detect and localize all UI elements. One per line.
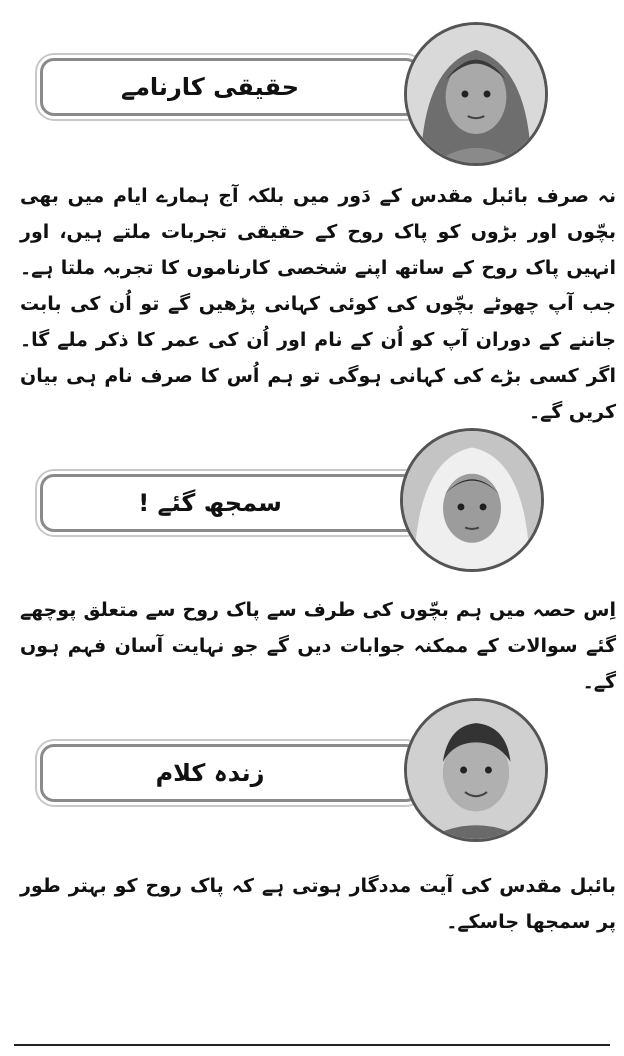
section-body: اِس حصہ میں ہم بچّوں کی طرف سے پاک روح سے متعلق پوچھے گئے سوالات کے ممکنہ جوابات دیں گے جو نہایت آسان فہم ہوں گے۔ bbox=[20, 599, 616, 693]
photo-girl-headscarf bbox=[404, 22, 548, 166]
section-banner-living-word bbox=[40, 744, 420, 802]
section-body: نہ صرف بائبل مقدس کے دَور میں بلکہ آج ہمارے ایام میں بھی بچّوں اور بڑوں کو پاک روح کے حقیقی تجربات ملتے ہیں، اور انہیں پاک روح کے ساتھ اپنے شخصی کارناموں کا تجربہ ملتا ہے۔ جب آپ چھوٹے بچّوں کی کوئی کہانی پڑھیں گے تو اُن کی بابت جاننے کے دوران آپ کو اُن کے نام اور اُن کی عمر کا ذکر ملے گا۔ اگر کسی بڑے کی کہانی ہوگی تو ہم اُس کا صرف نام ہی بیان کریں گے۔ bbox=[20, 185, 616, 423]
section-banner-understood bbox=[40, 474, 420, 532]
section-body: بائبل مقدس کی آیت مددگار ہوتی ہے کہ پاک روح کو بہتر طور پر سمجھا جاسکے۔ bbox=[20, 875, 616, 933]
photo-girl-white-scarf bbox=[400, 428, 544, 572]
photo-boy bbox=[404, 698, 548, 842]
section-title: حقیقی کارنامے bbox=[121, 73, 300, 101]
section-title: سمجھ گئے ! bbox=[138, 489, 282, 517]
section-title: زندہ کلام bbox=[155, 759, 265, 787]
section-banner-true-accounts bbox=[40, 58, 420, 116]
footer-divider bbox=[14, 1044, 610, 1046]
